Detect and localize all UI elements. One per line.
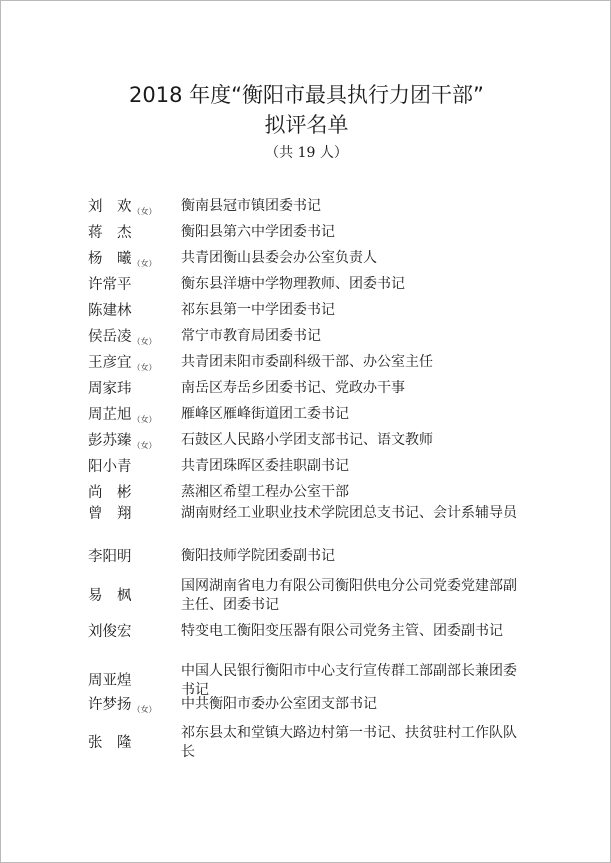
nominee-name-text: 侯岳凌 <box>88 329 132 345</box>
nominee-duty: 蒸湘区希望工程办公室干部 <box>181 484 349 500</box>
nominee-name <box>88 327 180 349</box>
nominee-name-text: 周芷旭 <box>88 407 132 423</box>
nominee-name-text: 蒋 杰 <box>88 225 132 241</box>
nominee-name <box>88 249 180 271</box>
nominee-name-text: 李阳明 <box>88 549 132 565</box>
nominee-duty: 南岳区寿岳乡团委书记、党政办干事 <box>181 380 405 396</box>
nominee-name-text: 刘 欢 <box>88 199 132 215</box>
nominee-duty: 衡阳技师学院团委副书记 <box>181 548 335 564</box>
nominee-name-text: 张 隆 <box>88 735 132 751</box>
nominee-name-text: 许梦扬 <box>88 697 132 713</box>
nominee-name <box>88 504 180 524</box>
female-mark: （女） <box>132 207 157 216</box>
nominee-name-text: 王彦宜 <box>88 355 132 371</box>
nominee-duty: 常宁市教育局团委书记 <box>181 328 321 344</box>
nominee-name-text: 许常平 <box>88 277 132 293</box>
nominee-name <box>88 547 180 567</box>
nominee-name <box>88 405 180 427</box>
female-mark: （女） <box>132 705 157 714</box>
nominee-duty: 衡南县冠市镇团委书记 <box>181 198 321 214</box>
nominee-duty: 衡东县洋塘中学物理教师、团委书记 <box>181 276 405 292</box>
nominee-name-text: 陈建林 <box>88 303 132 319</box>
nominee-name-text: 周家玮 <box>88 381 132 397</box>
nominee-name <box>88 275 180 295</box>
female-mark: （女） <box>132 259 157 268</box>
female-mark: （女） <box>132 337 157 346</box>
nominee-name-text: 尚 彬 <box>88 485 132 501</box>
nominee-duty: 石鼓区人民路小学团支部书记、语文教师 <box>181 432 433 448</box>
nominee-duty: 共青团耒阳市委副科级干部、办公室主任 <box>181 354 433 370</box>
nominee-name <box>88 733 180 753</box>
nominee-name <box>88 586 180 606</box>
nominee-duty: 中国人民银行衡阳市中心支行宣传群工部副部长兼团委书记 <box>181 663 517 698</box>
nominee-duty: 衡阳县第六中学团委书记 <box>181 224 335 240</box>
nominee-duty: 祁东县太和堂镇大路边村第一书记、扶贫驻村工作队队长 <box>181 725 517 760</box>
nominee-name <box>88 483 180 503</box>
nominee-name-text: 彭苏臻 <box>88 433 132 449</box>
nominee-name <box>88 223 180 243</box>
title-line-1: 2018 年度“衡阳市最具执行力团干部” <box>129 83 484 107</box>
nominee-name-text: 易 枫 <box>88 588 132 604</box>
nominee-duty: 共青团珠晖区委挂职副书记 <box>181 458 349 474</box>
nominee-name <box>88 353 180 375</box>
nominee-name <box>88 695 180 717</box>
nominee-name <box>88 457 180 477</box>
nominee-name-text: 周亚煌 <box>88 673 132 689</box>
nominee-name <box>88 379 180 399</box>
nominee-name <box>88 431 180 453</box>
nominee-duty: 雁峰区雁峰街道团工委书记 <box>181 406 349 422</box>
nominee-name-text: 杨 曦 <box>88 251 132 267</box>
nominee-duty: 特变电工衡阳变压器有限公司党务主管、团委副书记 <box>181 623 503 639</box>
nominee-name-text: 刘俊宏 <box>88 624 132 640</box>
female-mark: （女） <box>132 441 157 450</box>
nominee-name-text: 曾 翔 <box>88 506 132 522</box>
nominee-name <box>88 622 180 642</box>
nominee-name <box>88 301 180 321</box>
nominee-duty: 国网湖南省电力有限公司衡阳供电分公司党委党建部副主任、团委书记 <box>181 578 517 613</box>
nominee-duty: 中共衡阳市委办公室团支部书记 <box>181 696 377 712</box>
nominee-name <box>88 197 180 219</box>
nominee-name <box>88 671 180 691</box>
nominee-duty: 祁东县第一中学团委书记 <box>181 302 335 318</box>
nominee-duty: 共青团衡山县委会办公室负责人 <box>181 250 377 266</box>
female-mark: （女） <box>132 415 157 424</box>
nominee-name-text: 阳小青 <box>88 459 132 475</box>
nominee-duty: 湖南财经工业职业技术学院团总支书记、会计系辅导员 <box>181 505 517 521</box>
female-mark: （女） <box>132 363 157 372</box>
title-line-2: 拟评名单 <box>264 113 349 137</box>
total-count: （共 19 人） <box>265 145 348 161</box>
